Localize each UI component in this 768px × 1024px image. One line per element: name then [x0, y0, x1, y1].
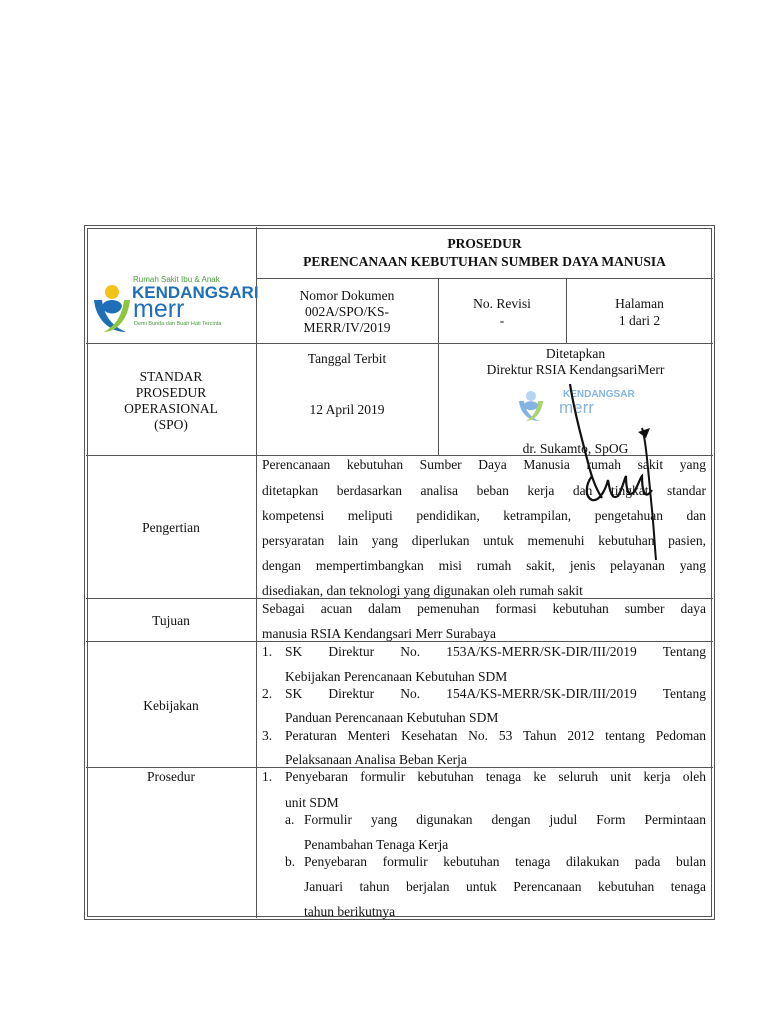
- nomor-dokumen-value-1: 002A/SPO/KS-: [304, 304, 390, 319]
- spo-line-3: OPERASIONAL: [124, 401, 218, 416]
- kebijakan-item-1-line-1: SK Direktur No. 153A/KS-MERR/SK-DIR/III/2019 Tentang: [285, 644, 706, 659]
- pengertian-line-2: ditetapkan berdasarkan analisa beban kerja dan tingkat standar: [262, 483, 706, 498]
- pengertian-line-1: Perencanaan kebutuhan Sumber Daya Manusia rumah sakit yang: [262, 457, 706, 472]
- prosedur-sub-a-num: a.: [285, 812, 295, 827]
- prosedur-sub-b-line-1: Penyebaran formulir kebutuhan tenaga dilakukan pada bulan: [304, 854, 706, 869]
- pengertian-label: Pengertian: [142, 520, 200, 535]
- spo-line-1: STANDAR: [139, 369, 203, 384]
- title-line-1: PROSEDUR: [447, 236, 522, 251]
- prosedur-item-1-num: 1.: [262, 769, 273, 784]
- kebijakan-item-3-line-1: Peraturan Menteri Kesehatan No. 53 Tahun 2012 tentang Pedoman: [285, 728, 706, 743]
- pengertian-line-4: persyaratan lain yang diperlukan untuk memenuhi kebutuhan pasien,: [262, 533, 706, 548]
- kebijakan-item-2-line-2: Panduan Perencanaan Kebutuhan SDM: [285, 710, 499, 725]
- halaman-value: 1 dari 2: [618, 313, 661, 328]
- nomor-dokumen-value-2: MERR/IV/2019: [303, 320, 391, 335]
- revisi-value: -: [499, 313, 505, 328]
- spo-line-4: (SPO): [154, 417, 188, 432]
- tujuan-line-1: Sebagai acuan dalam pemenuhan formasi kebutuhan sumber daya: [262, 601, 706, 616]
- logo-brand: merr: [133, 295, 185, 323]
- pengertian-line-3: kompetensi meliputi pendidikan, ketrampilan, pengetahuan dan: [262, 508, 706, 523]
- signer-name: dr. Sukamto, SpOG: [522, 441, 629, 456]
- tanggal-terbit-label: Tanggal Terbit: [307, 351, 387, 366]
- nomor-dokumen-label: Nomor Dokumen: [299, 288, 395, 303]
- prosedur-sub-b-line-3: tahun berikutnya: [304, 904, 396, 919]
- prosedur-sub-a-line-2: Penambahan Tenaga Kerja: [304, 837, 449, 852]
- title-line-2: PERENCANAAN KEBUTUHAN SUMBER DAYA MANUSIA: [303, 254, 666, 269]
- direktur-label: Direktur RSIA KendangsariMerr: [486, 362, 665, 377]
- tujuan-line-2: manusia RSIA Kendangsari Merr Surabaya: [262, 626, 496, 641]
- stamp-logo: [515, 383, 635, 425]
- prosedur-item-1-line-2: unit SDM: [285, 795, 339, 810]
- kebijakan-item-2-num: 2.: [262, 686, 273, 701]
- svg-text:KENDANGSARI: KENDANGSARI: [563, 389, 635, 400]
- prosedur-sub-a-line-1: Formulir yang digunakan dengan judul Form Permintaan: [304, 812, 706, 827]
- tanggal-terbit-value: 12 April 2019: [309, 402, 385, 417]
- kebijakan-item-2-line-1: SK Direktur No. 154A/KS-MERR/SK-DIR/III/2019 Tentang: [285, 686, 706, 701]
- logo-slogan: Demi Bunda dan Buah Hati Tercinta: [134, 321, 222, 327]
- kebijakan-item-3-num: 3.: [262, 728, 273, 743]
- ditetapkan-label: Ditetapkan: [545, 346, 606, 361]
- prosedur-item-1-line-1: Penyebaran formulir kebutuhan tenaga ke seluruh unit kerja oleh: [285, 769, 706, 784]
- pengertian-line-5: dengan mempertimbangkan misi rumah sakit, jenis pelayanan yang: [262, 558, 706, 573]
- svg-text:merr: merr: [559, 398, 594, 417]
- logo-tagline: Rumah Sakit Ibu & Anak: [133, 275, 220, 284]
- halaman-label: Halaman: [615, 296, 664, 311]
- spo-line-2: PROSEDUR: [135, 385, 207, 400]
- prosedur-sub-b-num: b.: [285, 854, 296, 869]
- stamp-logo-icon: [515, 383, 635, 425]
- kebijakan-label: Kebijakan: [143, 698, 199, 713]
- kebijakan-item-1-num: 1.: [262, 644, 273, 659]
- pengertian-line-6: disediakan, dan teknologi yang digunakan oleh rumah sakit: [262, 583, 583, 598]
- logo-name: KENDANGSARI: [132, 283, 259, 302]
- tujuan-label: Tujuan: [152, 613, 190, 628]
- revisi-label: No. Revisi: [473, 296, 531, 311]
- prosedur-sub-b-line-2: Januari tahun berjalan untuk Perencanaan kebutuhan tenaga: [304, 879, 706, 894]
- prosedur-label: Prosedur: [147, 769, 195, 784]
- kebijakan-item-3-line-2: Pelaksanaan Analisa Beban Kerja: [285, 752, 467, 767]
- kebijakan-item-1-line-2: Kebijakan Perencanaan Kebutuhan SDM: [285, 669, 508, 684]
